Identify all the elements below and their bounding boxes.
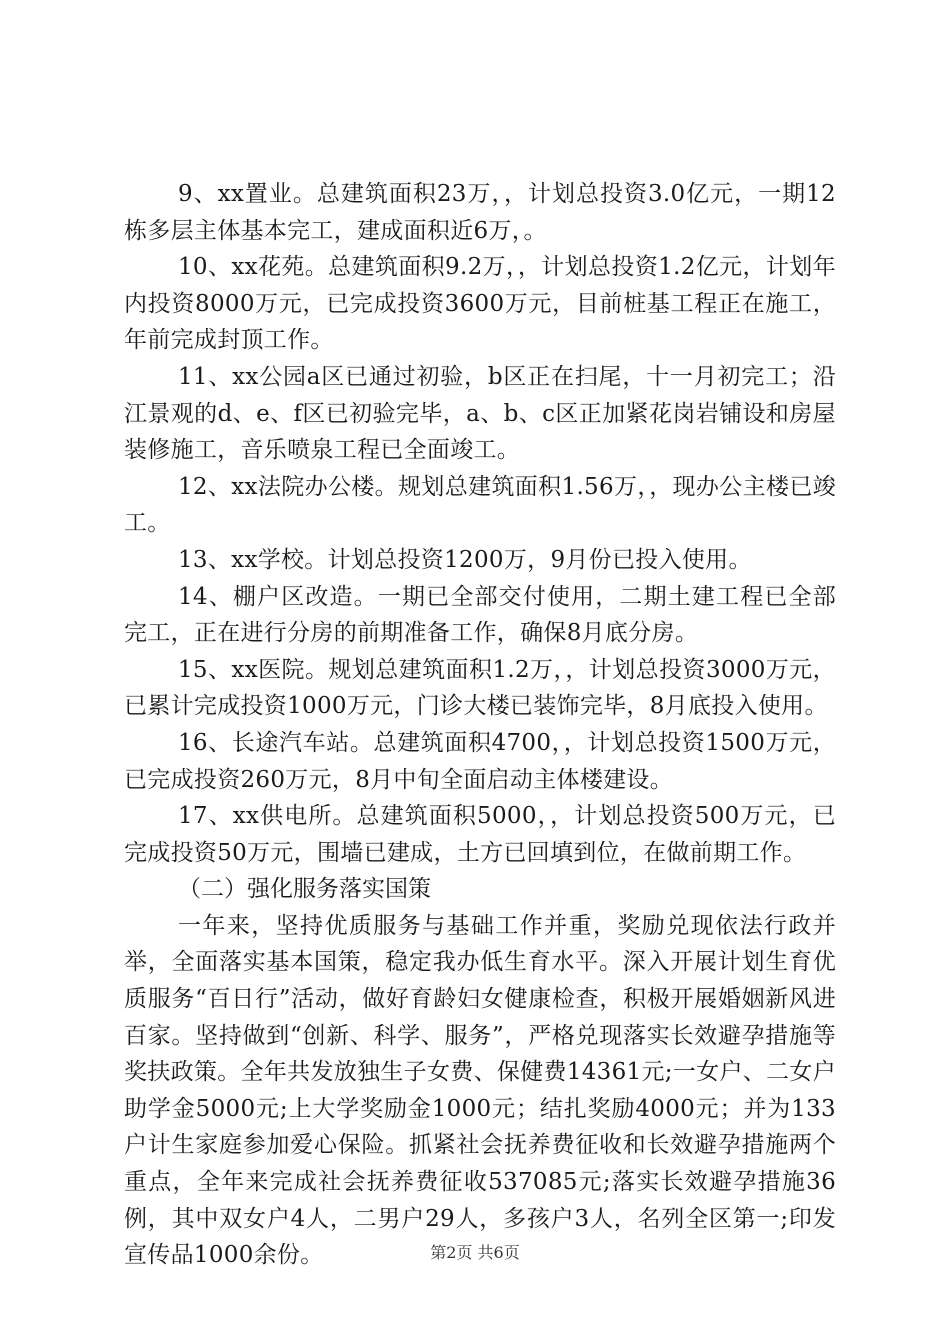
project-item-11: 11、xx公园a区已通过初验，b区正在扫尾，十一月初完工；沿江景观的d、e、f区已初验完毕，a、b、c区正加紧花岗岩铺设和房屋装修施工，音乐喷泉工程已全面竣工。 [124,363,836,464]
project-item-12: 12、xx法院办公楼。规划总建筑面积1.56万，，现办公主楼已竣工。 [124,473,836,537]
project-item-13: 13、xx学校。计划总投资1200万，9月份已投入使用。 [178,546,752,573]
page-number-footer: 第2页 共6页 [430,1243,520,1262]
project-item-10: 10、xx花苑。总建筑面积9.2万，，计划总投资1.2亿元，计划年内投资8000万元，已完成投资3600万元，目前桩基工程正在施工，年前完成封顶工作。 [124,254,836,354]
section-paragraph: 一年来，坚持优质服务与基础工作并重，奖励兑现依法行政并举，全面落实基本国策，稳定我办低生育水平。深入开展计划生育优质服务“百日行”活动，做好育龄妇女健康检查，积极开展婚姻新风进百家。坚持做到“创新、科学、服务”，严格兑现落实长效避孕措施等奖扶政策。全年共发放独生子女费、保健费14361元;一女户、二女户助学金5000元;上大学奖励金1000元；结扎奖励4000元；并为133户计生家庭参加爱心保险。抓紧社会抚养费征收和长效避孕措施两个重点，全年来完成社会抚养费征收537085元;落实长效避孕措施36例，其中双女户4人，二男户29人，多孩户3人，名列全区第一;印发宣传品1000余份。 [124,912,836,1269]
document-body [124,176,836,1274]
project-item-17: 17、xx供电所。总建筑面积5000，，计划总投资500万元，已完成投资50万元，围墙已建成，土方已回填到位，在做前期工作。 [124,803,836,866]
project-item-15: 15、xx医院。规划总建筑面积1.2万，，计划总投资3000万元，已累计完成投资1000万元，门诊大楼已装饰完毕，8月底投入使用。 [124,656,836,720]
section-heading: （二）强化服务落实国策 [178,876,431,903]
project-item-9: 9、xx置业。总建筑面积23万，，计划总投资3.0亿元，一期12栋多层主体基本完工，建成面积近6万，。 [124,181,836,244]
project-item-14: 14、棚户区改造。一期已全部交付使用，二期土建工程已全部完工，正在进行分房的前期准备工作，确保8月底分房。 [124,583,836,647]
project-item-16: 16、长途汽车站。总建筑面积4700，，计划总投资1500万元，已完成投资260万元，8月中旬全面启动主体楼建设。 [124,729,836,793]
